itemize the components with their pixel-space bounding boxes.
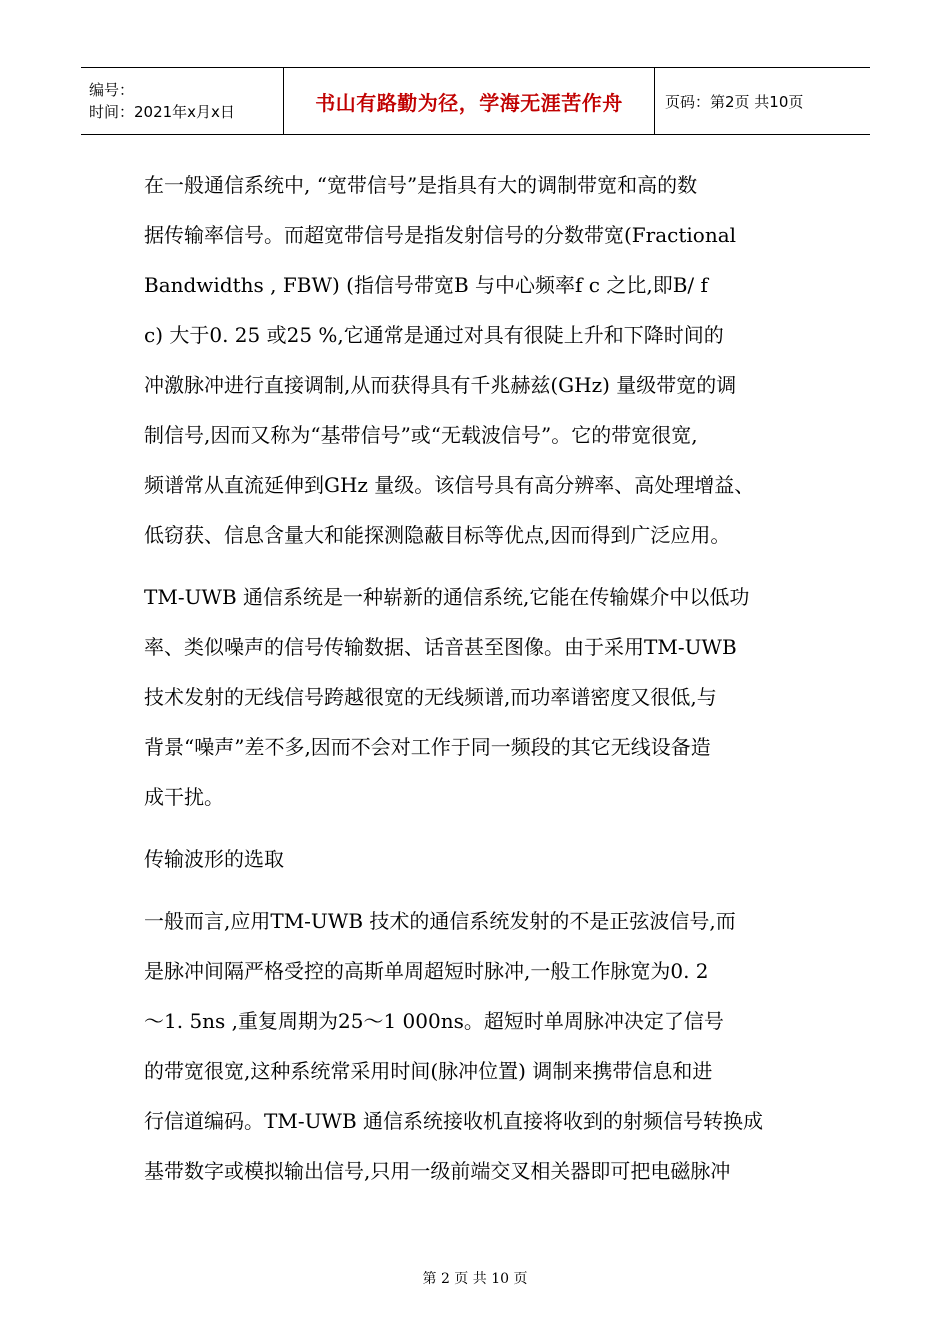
text-line: 的带宽很宽,这种系统常采用时间(脉冲位置) 调制来携带信息和进: [144, 1059, 713, 1083]
footer-page-number: 第 2 页 共 10 页: [422, 1271, 528, 1287]
text-line: 率、类似噪声的信号传输数据、话音甚至图像。由于采用TM-UWB: [144, 635, 737, 659]
header-meta: [81, 68, 283, 134]
text-line: 一般而言,应用TM-UWB 技术的通信系统发射的不是正弦波信号,而: [144, 909, 736, 933]
text-line: 低窃获、信息含量大和能探测隐蔽目标等优点,因而得到广泛应用。: [144, 523, 731, 547]
text-line: 在一般通信系统中, “宽带信号”是指具有大的调制带宽和高的数: [144, 173, 698, 197]
text-line: Bandwidths , FBW) (指信号带宽B 与中心频率f c 之比,即B/ f: [144, 273, 708, 297]
paragraph-waveform: [144, 896, 806, 1196]
paragraph-tm-uwb-system: [144, 572, 806, 822]
text-line: 频谱常从直流延伸到GHz 量级。该信号具有高分辨率、高处理增益、: [144, 473, 755, 497]
text-line: 据传输率信号。而超宽带信号是指发射信号的分数带宽(Fractional: [144, 223, 737, 247]
text-line: 是脉冲间隔严格受控的高斯单周超短时脉冲,一般工作脉宽为0. 2: [144, 959, 709, 983]
text-line: ～1. 5ns ,重复周期为25～1 000ns。超短时单周脉冲决定了信号: [144, 1009, 724, 1033]
heading-text: 传输波形的选取: [144, 847, 284, 871]
text-line: TM-UWB 通信系统是一种崭新的通信系统,它能在传输媒介中以低功: [144, 585, 750, 609]
text-line: 行信道编码。TM-UWB 通信系统接收机直接将收到的射频信号转换成: [144, 1109, 764, 1133]
document-code-label: 编号：: [89, 81, 135, 99]
page-footer: [0, 1268, 950, 1288]
text-line: 背景“噪声”差不多,因而不会对工作于同一频段的其它无线设备造: [144, 735, 711, 759]
page-header: [81, 67, 870, 135]
text-line: 成干扰。: [144, 785, 224, 809]
section-heading: [144, 834, 806, 884]
paragraph-uwb-signal: [144, 160, 806, 560]
text-line: 基带数字或模拟输出信号,只用一级前端交叉相关器即可把电磁脉冲: [144, 1159, 731, 1183]
page-info-text: 页码：第2页 共10页: [665, 92, 804, 111]
motto-text: 书山有路勤为径，学海无涯苦作舟: [315, 90, 623, 115]
text-line: 技术发射的无线信号跨越很宽的无线频谱,而功率谱密度又很低,与: [144, 685, 717, 709]
document-body: [144, 160, 806, 1208]
text-line: 冲激脉冲进行直接调制,从而获得具有千兆赫兹(GHz) 量级带宽的调: [144, 373, 737, 397]
text-line: c) 大于0. 25 或25 %,它通常是通过对具有很陡上升和下降时间的: [144, 323, 724, 347]
header-page-info: [655, 68, 870, 134]
document-time-label: 时间：2021年x月x日: [89, 103, 235, 121]
text-line: 制信号,因而又称为“基带信号”或“无载波信号”。它的带宽很宽,: [144, 423, 698, 447]
header-motto: [283, 68, 655, 134]
